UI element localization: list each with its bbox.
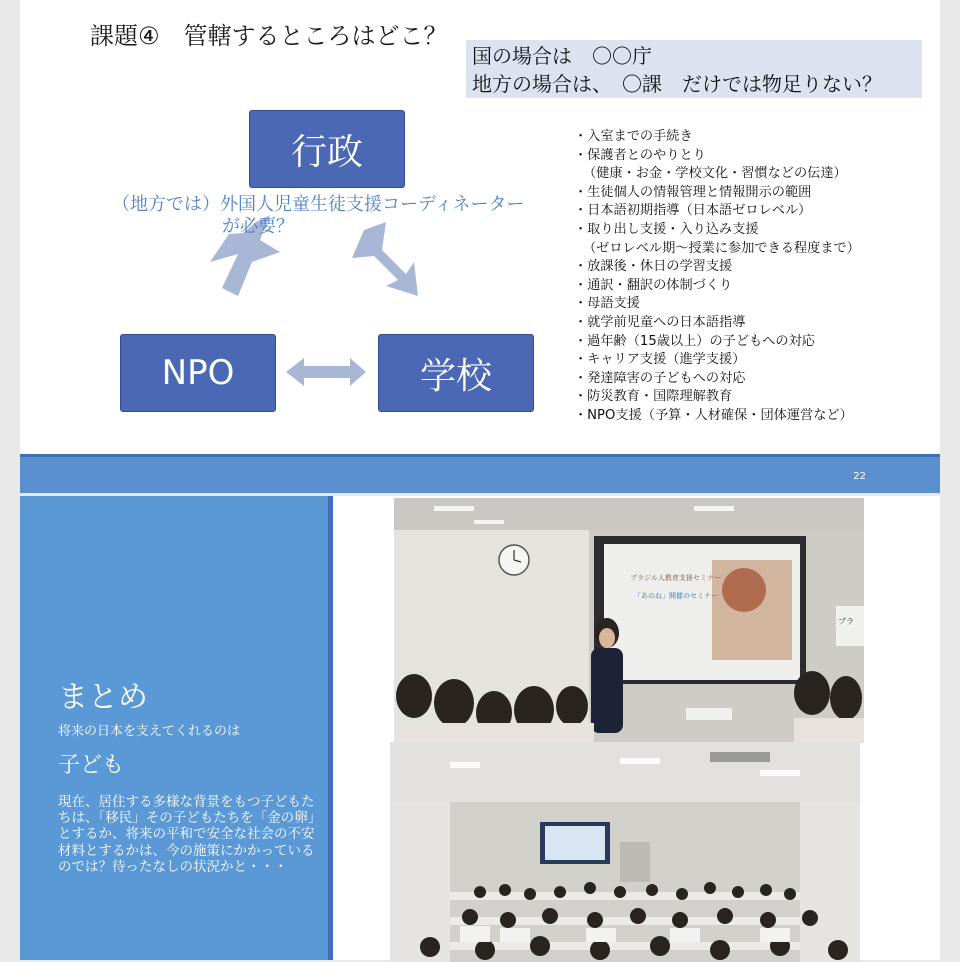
task-item: ・保護者とのやりとり [574, 147, 706, 163]
seminar-photo-presenter-image [394, 498, 864, 743]
task-item: ・キャリア支援（進学支援） [574, 352, 746, 368]
task-item: ・取り出し支援・入り込み支援 [574, 221, 759, 237]
summary-keyword: 子ども [58, 753, 125, 778]
box-npo [120, 334, 276, 412]
task-item: ・入室までの手続き [574, 129, 693, 144]
callout-line-2: 地方の場合は、 〇課 だけでは物足りない？ [472, 72, 882, 96]
callout-line-1: 国の場合は 〇〇庁 [472, 44, 652, 68]
page-number: 22 [853, 471, 866, 482]
coordinator-note [112, 194, 572, 238]
seminar-photo-presenter [394, 498, 864, 743]
task-item: ・通訳・翻訳の体制づくり [574, 277, 733, 293]
task-item: ・放課後・休日の学習支援 [574, 259, 733, 275]
summary-body: 現在、居住する多様な背景をもつ子どもたちは、「移民」その子どもたちを「金の卵」とするか、将来の平和で安全な社会の不安材料とするかは、今の施策にかかっているのでは？待ったなしの状況かと・・・ [58, 794, 315, 875]
projection-screen-far [545, 826, 605, 860]
task-item: ・防災教育・国際理解教育 [574, 389, 733, 405]
task-item: ・NPO支援（予算・人材確保・団体運営など） [574, 407, 853, 423]
slide-22 [20, 0, 940, 490]
task-item: ・母語支援 [574, 296, 640, 312]
screen-text-2: 「あのね」開催のセミナー [634, 592, 718, 600]
slide-title: 課題④ 管轄するところはどこ？ [90, 22, 448, 50]
coordinator-note-line-2: が必要？ [222, 216, 294, 237]
task-list [574, 128, 934, 426]
task-item: ・日本語初期指導（日本語ゼロレベル） [574, 203, 812, 219]
task-item: ・過年齢（15歳以上）の子どもへの対応 [574, 333, 815, 349]
slide-summary [20, 496, 940, 960]
task-item-detail: （ゼロレベル期～授業に参加できる程度まで） [583, 240, 860, 256]
task-item: ・生徒個人の情報管理と情報開示の範囲 [574, 184, 812, 200]
task-item: ・発達障害の子どもへの対応 [574, 370, 746, 386]
box-npo-label: NPO [161, 353, 235, 393]
seminar-photo-audience-image [390, 742, 860, 962]
coordinator-note-line-1: （地方では）外国人児童生徒支援コーディネーター [112, 194, 525, 215]
arrow-npo-school [286, 358, 366, 386]
summary-subheading: 将来の日本を支えてくれるのは [58, 724, 241, 739]
slide-footer-bar [20, 454, 940, 493]
box-gyosei-label: 行政 [290, 131, 363, 173]
summary-panel [20, 496, 333, 960]
box-school [378, 334, 534, 412]
side-sign-text: ブラ [838, 617, 854, 626]
box-school-label: 学校 [419, 355, 492, 397]
summary-heading: まとめ [58, 680, 148, 715]
screen-text-1: ブラジル人教育支援セミナー [630, 574, 721, 582]
task-item-detail: （健康・お金・学校文化・習慣などの伝達） [583, 166, 847, 182]
seminar-photo-audience [390, 742, 860, 962]
task-item: ・就学前児童への日本語指導 [574, 314, 746, 330]
box-gyosei [249, 110, 405, 188]
